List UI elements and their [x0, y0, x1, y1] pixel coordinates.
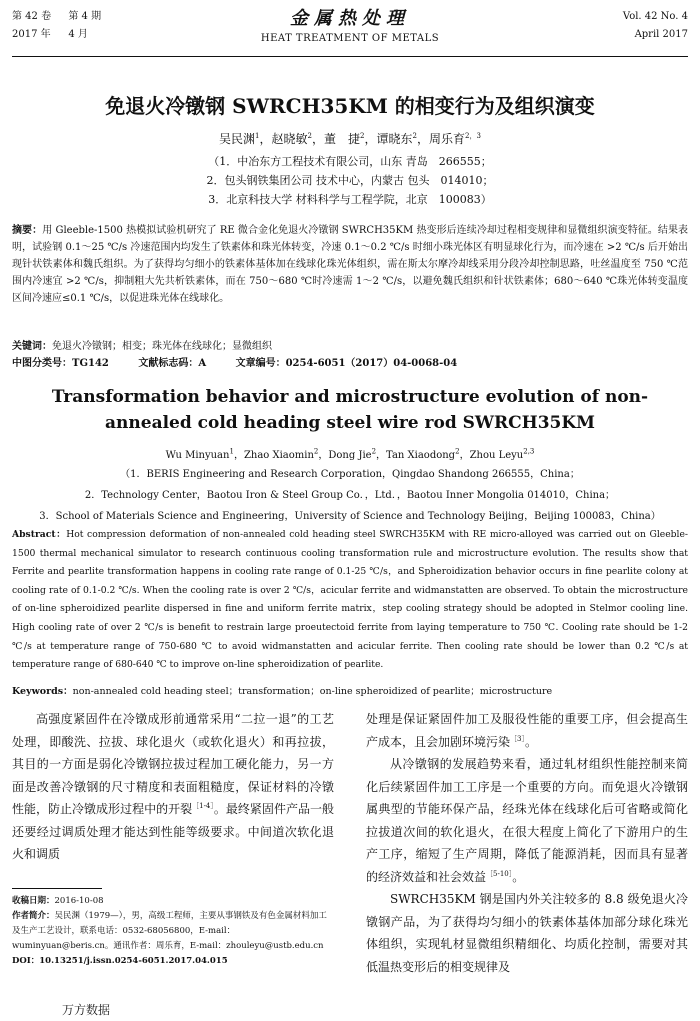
keywords-text-en: non-annealed cold heading steel；transformation；on-line spheroidized of pearlite；microstructure [72, 686, 553, 697]
author-name: 谭晓东 [376, 132, 413, 146]
received-label: 收稿日期： [12, 896, 55, 906]
citation-ref: ［5-10］ [486, 869, 513, 878]
doi: DOI：10.13251/j.issn.0254-6051.2017.04.015 [12, 956, 228, 966]
issue-label: 第 4 期 [68, 11, 102, 22]
abstract-cn [12, 222, 688, 307]
author-sup-en: 2 [455, 447, 460, 456]
bio-label: 作者简介： [12, 911, 55, 921]
affiliation-line: 2．包头钢铁集团公司 技术中心，内蒙古 包头 014010； [206, 174, 494, 187]
date-en: April 2017 [634, 29, 688, 40]
journal-title-en: HEAT TREATMENT OF METALS [260, 33, 440, 44]
body-paragraph: SWRCH35KM 钢是国内外关注较多的 8.8 级免退火冷镦钢产品，为了获得均匀细小的铁素体基体加部分球化珠光体组织，实现轧材显微组织精细化、均质化控制，需要对其低温热变形后的相变规律及 [366, 892, 688, 974]
author-sup-en: 2,3 [523, 447, 535, 456]
author-name: 董 捷 [324, 132, 361, 146]
affiliation-line-en: 3．School of Materials Science and Engineering，University of Science and Technology Beijing，Beijing 100083，China） [39, 511, 661, 522]
body-column-right [366, 708, 688, 978]
abstract-en [12, 526, 688, 675]
author-name-en: Wu Minyuan [165, 450, 230, 461]
received-date: 2016-10-08 [54, 896, 104, 906]
keywords-label-en: Keywords： [12, 686, 73, 697]
citation-ref: ［1-4］ [192, 802, 214, 810]
header-rule [12, 56, 688, 57]
clc-number: 中图分类号：TG142 [12, 358, 109, 369]
author-list-en: Wu Minyuan$^1$，Zhao Xiaomin$^2$，Dong Jie$^2$，Tan Xiaodong$^2$，Zhou Leyu$^{2,3}$ [165, 447, 535, 461]
author-bio: 吴民渊（1979—），男，高级工程师，主要从事钢铁及有色金属材料加工及生产工艺设计，联系电话：0532-68056800，E-mail：wuminyuan@beris.cn。通讯作者：周乐育，E-mail：zhouleyu@ustb.edu.cn [12, 911, 327, 951]
author-sup-en: 1 [229, 447, 234, 456]
affiliations-cn [0, 152, 700, 209]
body-paragraph [366, 708, 688, 753]
footnote-rule [12, 888, 102, 889]
abstract-text-en: Hot compression deformation of non-annealed cold heading steel SWRCH35KM with RE micro-alloyed was carried out on Gleeble-1500 thermal mechanical simulator to research continuous cooling transformation rule and microstructure evolution. The results show that Ferrite and pearlite transformation happens in cooling rate range of 0.1-25 ℃/s，and Spheroidization behavior occurs in fine pearlite colony at cooling rate of 0.1-0.2 ℃/s. When the cooling rate is over 2 ℃/s，acicular ferrite and widmanstatten are observed. To obtain the microstructure of on-line spheroidized pearlite dispersed in fine and uniform ferrite matrix，step cooling strategy should be adopted in Stelmor cooling line. High cooling rate of over 2 ℃/s is benefit to restrain large proeutectoid ferrite from laying temperature to 750 ℃. Cooling rate should be 1-2 ℃/s at temperature range of 750-680 ℃ to avoid widmanstatten and acicular ferrite. Then cooling rate should be lower than 0.2 ℃/s at temperature range of 680-640 ℃ to improve on-line spheroidization of pearlite. [12, 529, 688, 671]
author-name: 周乐育 [429, 132, 466, 146]
author-sup: 2 [307, 132, 313, 140]
author-sup-en: 2 [371, 447, 377, 456]
year-label: 2017 年 [12, 29, 51, 40]
issue-info-en [623, 8, 688, 44]
keywords-en [12, 684, 688, 700]
doc-code: 文献标志码：A [138, 358, 207, 369]
body-text: 处理是保证紧固件加工及服役性能的重要工序，但会提高生产成本，且会加剧环境污染 [366, 712, 688, 749]
affiliation-line-en: （1．BERIS Engineering and Research Corporation，Qingdao Shandong 266555，China； [120, 469, 580, 480]
journal-title-cn: 金属热处理 [290, 8, 410, 29]
author-sup-en: 2 [313, 447, 319, 456]
affiliations-en [0, 464, 700, 527]
body-paragraph [12, 708, 334, 866]
author-name-en: Zhao Xiaomin [243, 450, 314, 461]
volume-issue-en: Vol. 42 No. 4 [622, 11, 688, 22]
article-title-cn: 免退火冷镦钢 SWRCH35KM 的相变行为及组织演变 [105, 94, 595, 118]
keywords-label-cn: 关键词： [12, 341, 52, 352]
author-name: 吴民渊 [219, 132, 256, 146]
body-text: 。 [524, 734, 537, 749]
abstract-label-cn: 摘要： [12, 225, 43, 236]
keywords-text-cn: 免退火冷镦钢；相变；珠光体在线球化；显微组织 [52, 341, 272, 352]
author-name-en: Dong Jie [328, 450, 372, 461]
body-paragraph [366, 753, 688, 888]
affiliation-line: （1．中冶东方工程技术有限公司，山东 青岛 266555； [208, 155, 492, 168]
classification-line [12, 355, 688, 372]
body-column-left [12, 708, 334, 866]
journal-masthead [12, 8, 688, 48]
body-text: 高强度紧固件在冷镦成形前通常采用“二拉一退”的工艺处理，即酸洗、拉拔、球化退火（或软化退火）和再拉拔，其目的一方面是弱化冷镦钢拉拔过程加工硬化能力，另一方面是改善冷镦钢的尺寸精度和表面粗糙度，保证材料的冷镦性能，防止冷镦成形过程中的开裂 [12, 712, 334, 816]
footnote [12, 894, 334, 969]
author-sup: 2，3 [465, 132, 481, 140]
month-label: 4 月 [68, 29, 88, 40]
author-sup: 1 [255, 132, 260, 140]
author-sup: 2 [412, 132, 418, 140]
body-text: 。最终紧固件产品一般还要经过调质处理才能达到性能等级要求。中间道次软化退火和调质 [12, 802, 334, 861]
article-number: 文章编号：0254-6051（2017）04-0068-04 [235, 358, 458, 369]
page-header [12, 8, 688, 52]
body-text: 。 [512, 869, 525, 884]
author-list-cn: 吴民渊$^1$，赵晓敏$^2$，董 捷$^2$，谭晓东$^2$，周乐育$^{2,3}$ [219, 132, 481, 146]
affiliation-line: 3．北京科技大学 材料科学与工程学院，北京 100083） [208, 193, 492, 206]
affiliation-line-en: 2．Technology Center，Baotou Iron & Steel Group Co．，Ltd．，Baotou Inner Mongolia 014010，China； [84, 490, 616, 501]
abstract-label-en: Abstract： [12, 529, 67, 540]
abstract-text-cn: 用 Gleeble-1500 热模拟试验机研究了 RE 微合金化免退火冷镦钢 SWRCH35KM 热变形后连续冷却过程相变规律和显微组织演变特征。结果表明，试验钢 0.1～25 ℃/s 冷速范围内均发生了铁素体和珠光体转变，冷速 0.1～0.2 ℃/s 时细小珠光体区有明显球化行为，而冷速在 >2 ℃/s 后开始出现针状铁素体和魏氏组织。为了获得均匀细小的铁素体基体加在线球化珠光体组织，需在斯太尔摩冷却线采用分段冷却控制思路，吐丝温度至 750 ℃范围内冷速宜 >2 ℃/s，抑制粗大先共析铁素体，而在 750～680 ℃时冷速需 1～2 ℃/s，以避免魏氏组织和针状铁素体；680～640 ℃珠光体转变温度区间冷速应≤0.1 ℃/s，以促进珠光体在线球化。 [12, 225, 689, 304]
keywords-cn [12, 338, 688, 355]
body-text: 从冷镦钢的发展趋势来看，通过轧材组织性能控制来简化后续紧固件加工工序是一个重要的方向。而免退火冷镦钢属典型的节能环保产品，经珠光体在线球化后可省略或简化拉拔道次间的软化退火，在很大程度上简化了下游用户的生产工序，缩短了生产周期，降低了能源消耗，因而具有显著的经济效益和社会效益 [366, 757, 688, 884]
author-sup: 2 [360, 132, 365, 140]
volume-label: 第 42 卷 [12, 11, 52, 22]
watermark: 万方数据 [62, 1003, 111, 1017]
author-name-en: Zhou Leyu [469, 450, 524, 461]
author-name-en: Tan Xiaodong [386, 450, 456, 461]
author-name: 赵晓敏 [271, 132, 308, 146]
citation-ref: ［3］ [510, 734, 525, 743]
article-title-en: Transformation behavior and microstructure evolution of non-annealed cold heading steel wire rod SWRCH35KM [51, 387, 649, 433]
